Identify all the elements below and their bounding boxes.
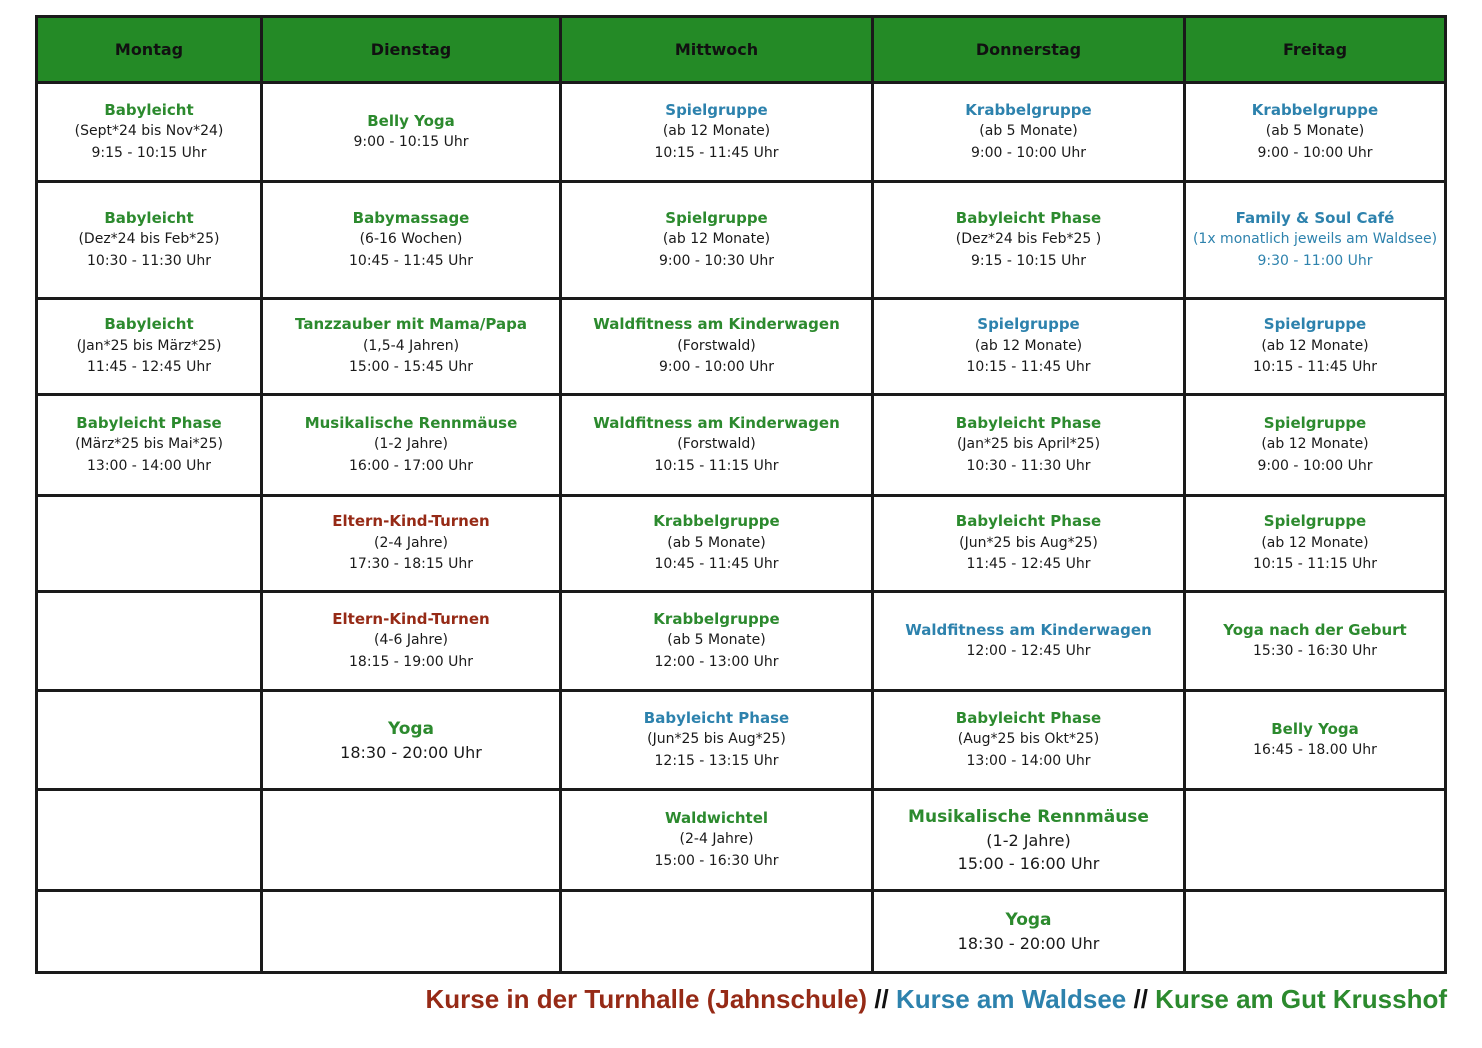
course-detail: (1-2 Jahre) bbox=[374, 436, 448, 453]
course-time: 10:15 - 11:15 Uhr bbox=[654, 457, 779, 474]
course-slot-donnerstag bbox=[873, 496, 1185, 592]
course-title: Babyleicht bbox=[104, 100, 194, 119]
course-slot-freitag bbox=[1185, 496, 1446, 592]
course-slot-mittwoch bbox=[561, 395, 873, 496]
course-slot-mittwoch bbox=[561, 691, 873, 790]
course-time: 15:00 - 16:00 Uhr bbox=[957, 854, 1100, 873]
course-time: 13:00 - 14:00 Uhr bbox=[966, 752, 1091, 769]
course-time: 18:15 - 19:00 Uhr bbox=[349, 653, 473, 670]
course-detail: (1,5-4 Jahren) bbox=[362, 337, 460, 354]
empty-slot-mittwoch bbox=[561, 891, 873, 973]
course-detail: (1-2 Jahre) bbox=[986, 831, 1071, 850]
legend-waldsee: Kurse am Waldsee bbox=[896, 984, 1127, 1014]
empty-slot-montag bbox=[37, 592, 262, 691]
course-slot-mittwoch bbox=[561, 790, 873, 891]
course-time: 15:30 - 16:30 Uhr bbox=[1253, 643, 1377, 659]
empty-slot-freitag bbox=[1185, 790, 1446, 891]
course-time: 10:15 - 11:45 Uhr bbox=[654, 144, 779, 161]
course-slot-montag bbox=[37, 299, 262, 395]
course-detail: (ab 5 Monate) bbox=[1265, 123, 1365, 140]
course-detail: (März*25 bis Mai*25) bbox=[75, 436, 223, 453]
day-header-mittwoch: Mittwoch bbox=[561, 17, 873, 83]
course-title: Waldfitness am Kinderwagen bbox=[905, 620, 1152, 639]
course-time: 18:30 - 20:00 Uhr bbox=[340, 742, 482, 762]
course-slot-dienstag bbox=[262, 592, 561, 691]
schedule-row bbox=[37, 395, 1446, 496]
course-title: Waldwichtel bbox=[664, 808, 769, 827]
course-slot-freitag bbox=[1185, 182, 1446, 299]
course-title: Babyleicht Phase bbox=[955, 708, 1102, 727]
course-title: Belly Yoga bbox=[1271, 719, 1359, 738]
course-time: 18:30 - 20:00 Uhr bbox=[957, 934, 1100, 953]
empty-slot-dienstag bbox=[262, 891, 561, 973]
course-time: 9:00 - 10:00 Uhr bbox=[658, 359, 775, 376]
course-slot-montag bbox=[37, 182, 262, 299]
course-slot-donnerstag bbox=[873, 891, 1185, 973]
empty-slot-montag bbox=[37, 496, 262, 592]
course-time: 12:00 - 12:45 Uhr bbox=[966, 643, 1091, 659]
course-slot-mittwoch bbox=[561, 182, 873, 299]
legend-separator: // bbox=[1133, 984, 1148, 1014]
course-title: Tanzzauber mit Mama/Papa bbox=[295, 315, 527, 334]
empty-slot-dienstag bbox=[262, 790, 561, 891]
course-slot-donnerstag bbox=[873, 790, 1185, 891]
course-time: 16:00 - 17:00 Uhr bbox=[349, 457, 473, 474]
course-time: 9:00 - 10:00 Uhr bbox=[1257, 457, 1373, 474]
course-detail: (ab 12 Monate) bbox=[974, 337, 1083, 354]
day-header-montag: Montag bbox=[37, 17, 262, 83]
course-time: 15:00 - 15:45 Uhr bbox=[349, 359, 473, 376]
course-time: 9:15 - 10:15 Uhr bbox=[970, 252, 1087, 269]
course-slot-donnerstag bbox=[873, 182, 1185, 299]
course-detail: (Jun*25 bis Aug*25) bbox=[647, 731, 786, 748]
course-slot-donnerstag bbox=[873, 395, 1185, 496]
course-time: 9:15 - 10:15 Uhr bbox=[91, 144, 207, 161]
schedule-row bbox=[37, 592, 1446, 691]
course-time: 16:45 - 18.00 Uhr bbox=[1253, 742, 1377, 758]
course-title: Musikalische Rennmäuse bbox=[908, 807, 1149, 827]
course-slot-dienstag bbox=[262, 496, 561, 592]
course-detail: (Aug*25 bis Okt*25) bbox=[957, 731, 1100, 748]
empty-slot-montag bbox=[37, 891, 262, 973]
course-title: Musikalische Rennmäuse bbox=[304, 413, 518, 432]
course-title: Yoga nach der Geburt bbox=[1223, 620, 1407, 639]
schedule-row bbox=[37, 496, 1446, 592]
course-title: Eltern-Kind-Turnen bbox=[332, 512, 490, 531]
course-title: Family & Soul Café bbox=[1235, 208, 1395, 227]
course-title: Krabbelgruppe bbox=[653, 512, 780, 531]
course-slot-freitag bbox=[1185, 592, 1446, 691]
course-detail: (Forstwald) bbox=[677, 436, 756, 453]
course-detail: (1x monatlich jeweils am Waldsee) bbox=[1192, 231, 1438, 248]
empty-slot-montag bbox=[37, 790, 262, 891]
course-detail: (6-16 Wochen) bbox=[359, 231, 463, 248]
location-legend bbox=[425, 984, 1447, 1015]
course-title: Spielgruppe bbox=[1263, 413, 1367, 432]
course-time: 10:30 - 11:30 Uhr bbox=[966, 457, 1091, 474]
course-slot-donnerstag bbox=[873, 299, 1185, 395]
course-title: Spielgruppe bbox=[1263, 315, 1367, 334]
course-time: 11:45 - 12:45 Uhr bbox=[966, 556, 1091, 573]
course-time: 10:15 - 11:45 Uhr bbox=[966, 359, 1091, 376]
course-slot-donnerstag bbox=[873, 592, 1185, 691]
course-time: 9:00 - 10:15 Uhr bbox=[353, 134, 469, 150]
course-slot-montag bbox=[37, 395, 262, 496]
day-header-row bbox=[37, 17, 1446, 83]
course-time: 11:45 - 12:45 Uhr bbox=[87, 359, 211, 376]
course-slot-freitag bbox=[1185, 299, 1446, 395]
course-title: Babyleicht Phase bbox=[76, 413, 222, 432]
empty-slot-montag bbox=[37, 691, 262, 790]
course-slot-freitag bbox=[1185, 83, 1446, 182]
course-time: 17:30 - 18:15 Uhr bbox=[349, 556, 473, 573]
course-time: 12:00 - 13:00 Uhr bbox=[654, 653, 779, 670]
day-header-dienstag: Dienstag bbox=[262, 17, 561, 83]
course-detail: (ab 5 Monate) bbox=[979, 123, 1078, 140]
course-title: Krabbelgruppe bbox=[965, 100, 1092, 119]
course-detail: (Sept*24 bis Nov*24) bbox=[74, 123, 224, 140]
course-detail: (ab 5 Monate) bbox=[667, 632, 766, 649]
course-detail: (4-6 Jahre) bbox=[374, 632, 448, 649]
course-detail: (2-4 Jahre) bbox=[374, 534, 448, 551]
weekly-course-schedule bbox=[35, 15, 1447, 974]
course-title: Yoga bbox=[1005, 910, 1052, 930]
course-slot-freitag bbox=[1185, 395, 1446, 496]
course-detail: (ab 12 Monate) bbox=[1261, 534, 1369, 551]
course-time: 10:45 - 11:45 Uhr bbox=[654, 556, 779, 573]
schedule-row bbox=[37, 891, 1446, 973]
course-detail: (Dez*24 bis Feb*25 ) bbox=[955, 231, 1102, 248]
course-time: 9:00 - 10:00 Uhr bbox=[1257, 144, 1373, 161]
course-title: Belly Yoga bbox=[367, 111, 455, 130]
course-time: 10:15 - 11:15 Uhr bbox=[1253, 556, 1377, 573]
schedule-row bbox=[37, 83, 1446, 182]
course-detail: (Dez*24 bis Feb*25) bbox=[78, 231, 220, 248]
course-time: 12:15 - 13:15 Uhr bbox=[654, 752, 779, 769]
course-time: 13:00 - 14:00 Uhr bbox=[87, 457, 211, 474]
course-slot-dienstag bbox=[262, 395, 561, 496]
schedule-row bbox=[37, 182, 1446, 299]
course-slot-mittwoch bbox=[561, 592, 873, 691]
course-detail: (Forstwald) bbox=[677, 337, 756, 354]
course-title: Spielgruppe bbox=[665, 100, 768, 119]
legend-turnhalle: Kurse in der Turnhalle (Jahnschule) bbox=[425, 984, 868, 1014]
course-title: Babyleicht Phase bbox=[955, 512, 1102, 531]
course-time: 9:30 - 11:00 Uhr bbox=[1257, 252, 1373, 269]
course-slot-freitag bbox=[1185, 691, 1446, 790]
course-time: 9:00 - 10:00 Uhr bbox=[970, 144, 1087, 161]
course-title: Babyleicht Phase bbox=[955, 208, 1102, 227]
course-title: Babymassage bbox=[352, 208, 470, 227]
empty-slot-freitag bbox=[1185, 891, 1446, 973]
schedule-row bbox=[37, 299, 1446, 395]
course-time: 10:30 - 11:30 Uhr bbox=[87, 252, 211, 269]
course-title: Waldfitness am Kinderwagen bbox=[593, 315, 840, 334]
course-detail: (ab 12 Monate) bbox=[1261, 337, 1369, 354]
course-slot-dienstag bbox=[262, 691, 561, 790]
course-time: 9:00 - 10:30 Uhr bbox=[658, 252, 775, 269]
day-header-freitag: Freitag bbox=[1185, 17, 1446, 83]
course-title: Babyleicht Phase bbox=[955, 413, 1102, 432]
course-time: 10:45 - 11:45 Uhr bbox=[349, 252, 473, 269]
course-title: Spielgruppe bbox=[665, 208, 768, 227]
schedule-row bbox=[37, 691, 1446, 790]
course-detail: (ab 5 Monate) bbox=[667, 534, 766, 551]
course-title: Spielgruppe bbox=[1263, 512, 1367, 531]
course-slot-donnerstag bbox=[873, 83, 1185, 182]
course-title: Spielgruppe bbox=[977, 315, 1080, 334]
legend-separator: // bbox=[874, 984, 889, 1014]
course-slot-donnerstag bbox=[873, 691, 1185, 790]
course-title: Babyleicht bbox=[104, 315, 194, 334]
course-slot-mittwoch bbox=[561, 496, 873, 592]
course-title: Eltern-Kind-Turnen bbox=[332, 609, 490, 628]
legend-krusshof: Kurse am Gut Krusshof bbox=[1155, 984, 1447, 1014]
course-slot-dienstag bbox=[262, 299, 561, 395]
course-detail: (ab 12 Monate) bbox=[1261, 436, 1369, 453]
course-detail: (ab 12 Monate) bbox=[662, 231, 771, 248]
course-title: Babyleicht bbox=[104, 208, 194, 227]
course-detail: (2-4 Jahre) bbox=[679, 831, 754, 848]
course-title: Babyleicht Phase bbox=[643, 708, 790, 727]
course-slot-mittwoch bbox=[561, 299, 873, 395]
course-slot-dienstag bbox=[262, 182, 561, 299]
course-detail: (Jun*25 bis Aug*25) bbox=[959, 534, 1098, 551]
course-title: Waldfitness am Kinderwagen bbox=[593, 413, 840, 432]
schedule-row bbox=[37, 790, 1446, 891]
course-title: Yoga bbox=[387, 718, 435, 739]
course-detail: (ab 12 Monate) bbox=[662, 123, 771, 140]
course-title: Krabbelgruppe bbox=[1251, 100, 1379, 119]
course-slot-montag bbox=[37, 83, 262, 182]
course-detail: (Jan*25 bis März*25) bbox=[76, 337, 222, 354]
course-time: 10:15 - 11:45 Uhr bbox=[1253, 359, 1377, 376]
course-detail: (Jan*25 bis April*25) bbox=[956, 436, 1101, 453]
course-slot-mittwoch bbox=[561, 83, 873, 182]
schedule-body bbox=[37, 83, 1446, 973]
course-title: Krabbelgruppe bbox=[653, 609, 780, 628]
course-time: 15:00 - 16:30 Uhr bbox=[654, 852, 779, 869]
course-slot-dienstag bbox=[262, 83, 561, 182]
day-header-donnerstag: Donnerstag bbox=[873, 17, 1185, 83]
